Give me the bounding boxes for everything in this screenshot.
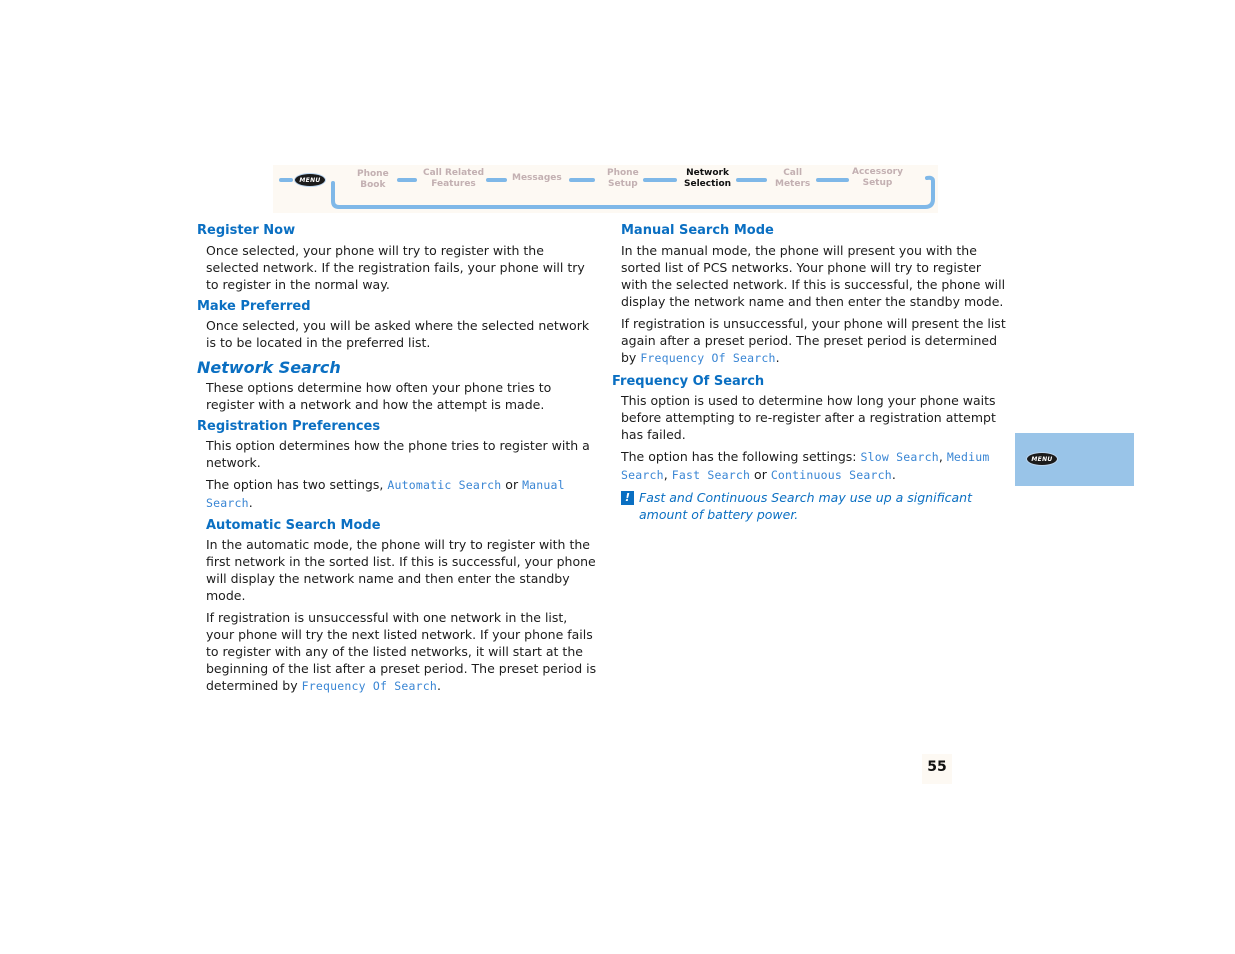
nav-item-network-selection[interactable] (684, 168, 731, 190)
network-search-heading: Network Search (197, 358, 341, 377)
paragraph-text: If registration is unsuccessful, your phone will present the list again after a preset period. The preset period is determined by (621, 316, 1006, 365)
menu-key-icon: MENU (1026, 452, 1058, 466)
network-search-text: These options determine how often your phone tries to register with a network and how the attempt is made. (206, 380, 552, 412)
register-now-heading: Register Now (197, 223, 296, 238)
nav-item-phone-setup[interactable] (607, 168, 639, 190)
exclamation-icon: ! (621, 491, 634, 505)
manual-search-mode-text-2 (612, 315, 1010, 367)
nav-item-label: Phone (607, 168, 639, 178)
fast-search-option: Fast Search (671, 468, 751, 482)
settings-intro: The option has two settings, (206, 477, 388, 492)
manual-search-option: Manual Search (206, 478, 565, 510)
make-preferred-text: Once selected, you will be asked where the selected network is to be located in the preferred list. (206, 318, 590, 350)
period: . (436, 678, 441, 693)
section-navigation-bar (273, 165, 938, 213)
nav-item-messages[interactable] (512, 173, 562, 184)
right-column (612, 222, 1010, 523)
nav-item-call-meters[interactable] (775, 168, 810, 190)
slow-search-option: Slow Search (860, 450, 939, 464)
manual-search-mode-heading: Manual Search Mode (621, 223, 774, 238)
nav-item-label: Messages (512, 173, 562, 183)
manual-search-mode-text: In the manual mode, the phone will present you with the sorted list of PCS networks. Your phone will try to register with the selected network. If this is successful, the phone will display the network name and then enter the standby mode. (621, 243, 1006, 309)
nav-item-label: Call (783, 168, 803, 178)
nav-item-phone-book[interactable] (357, 169, 389, 191)
frequency-of-search-settings (612, 448, 1010, 484)
frequency-of-search-reference: Frequency Of Search (640, 351, 776, 365)
nav-item-label: Features (431, 179, 476, 189)
period: . (775, 350, 780, 365)
separator: , (938, 449, 947, 464)
nav-item-label: Network (686, 168, 729, 178)
continuous-search-option: Continuous Search (770, 468, 892, 482)
automatic-search-mode-text-2 (197, 609, 597, 695)
nav-item-label: Phone (357, 169, 389, 179)
menu-key-icon: MENU (294, 173, 326, 187)
frequency-of-search-text: This option is used to determine how long your phone waits before attempting to re-register after a registration attempt has failed. (621, 393, 996, 442)
settings-intro: The option has the following settings: (621, 449, 861, 464)
register-now-text: Once selected, your phone will try to register with the selected network. If the registration fails, your phone will try to register in the normal way. (206, 243, 585, 292)
nav-item-label: Setup (862, 178, 893, 188)
nav-item-label: Call Related (423, 168, 485, 178)
frequency-of-search-reference: Frequency Of Search (301, 679, 437, 693)
nav-item-label: Selection (684, 179, 732, 189)
separator: or (750, 467, 771, 482)
paragraph-text: If registration is unsuccessful with one network in the list, your phone will try the next listed network. If your phone fails to register with any of the listed networks, it will start at the beginning of the list after a preset period. The preset period is determined by (206, 610, 597, 693)
nav-item-accessory-setup[interactable] (852, 167, 903, 189)
automatic-search-option: Automatic Search (387, 478, 502, 492)
automatic-search-mode-text: In the automatic mode, the phone will try to register with the first network in the sorted list. If this is successful, your phone will display the network name and then enter the standby mode. (206, 537, 596, 603)
medium-search-option: Medium Search (621, 450, 990, 482)
frequency-of-search-heading: Frequency Of Search (612, 374, 765, 389)
nav-item-label: Meters (775, 179, 811, 189)
make-preferred-heading: Make Preferred (197, 299, 311, 314)
nav-item-label: Setup (607, 179, 638, 189)
battery-note (621, 489, 1010, 523)
period: . (248, 495, 253, 510)
nav-item-label: Book (360, 180, 386, 190)
registration-preferences-settings (197, 476, 597, 512)
nav-item-label: Accessory (852, 167, 903, 177)
battery-note-text: Fast and Continuous Search may use up a significant amount of battery power. (639, 490, 973, 522)
left-column (197, 222, 597, 695)
automatic-search-mode-heading: Automatic Search Mode (206, 518, 381, 533)
registration-preferences-text: This option determines how the phone tries to register with a network. (206, 438, 590, 470)
page-number: 55 (922, 754, 952, 784)
period: . (891, 467, 896, 482)
registration-preferences-heading: Registration Preferences (197, 419, 381, 434)
nav-item-call-related-features[interactable] (423, 168, 484, 190)
menu-side-tab (1015, 433, 1134, 486)
or-text: or (501, 477, 523, 492)
separator: , (663, 467, 672, 482)
